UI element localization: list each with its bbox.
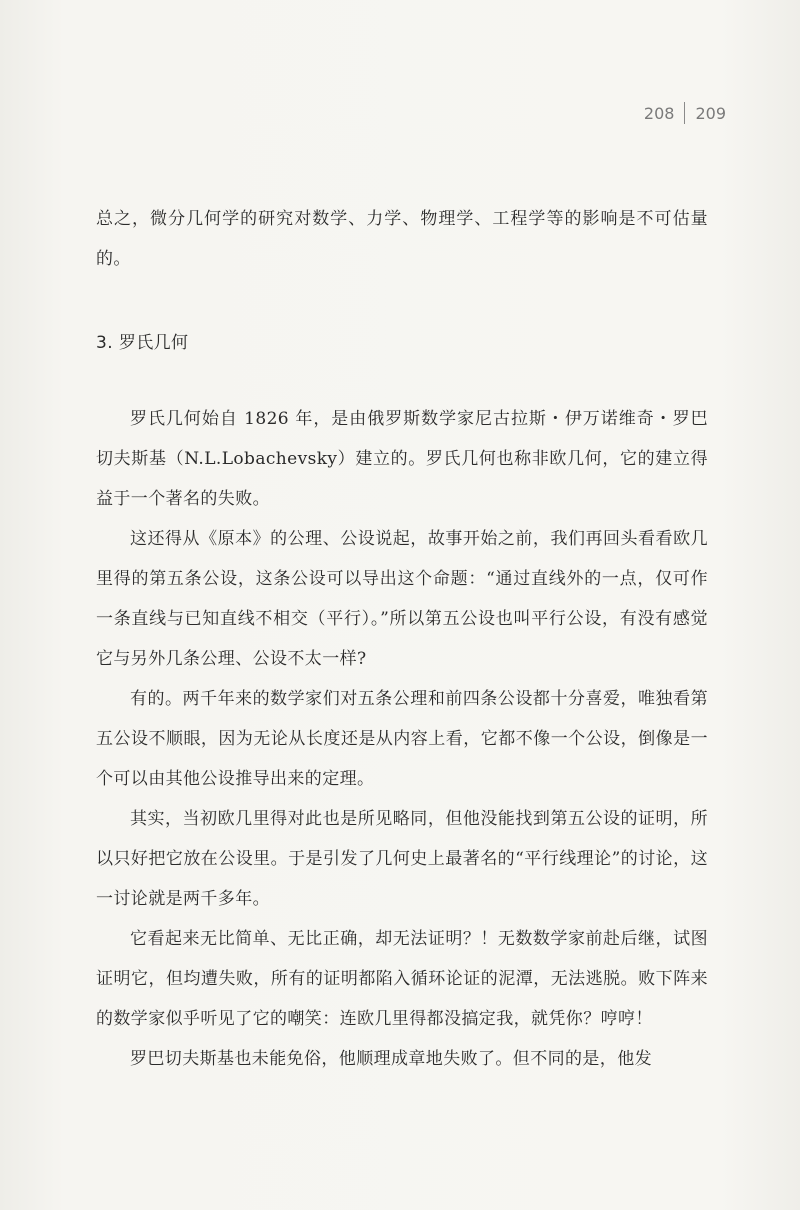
paragraph-6: 罗巴切夫斯基也未能免俗，他顺理成章地失败了。但不同的是，他发 bbox=[130, 1049, 652, 1069]
page-number-header bbox=[644, 102, 726, 124]
paragraph-1: 罗氏几何始自 1826 年，是由俄罗斯数学家尼古拉斯・伊万诺维奇・罗巴切夫斯基（N.L.Lobachevsky）建立的。罗氏几何也称非欧几何，它的建立得益于一个著名的失败。 bbox=[96, 409, 708, 509]
page-number-divider bbox=[684, 102, 685, 124]
paragraph-3: 有的。两千年来的数学家们对五条公理和前四条公设都十分喜爱，唯独看第五公设不顺眼，因为无论从长度还是从内容上看，它都不像一个公设，倒像是一个可以由其他公设推导出来的定理。 bbox=[96, 689, 708, 789]
paragraph-2: 这还得从《原本》的公理、公设说起，故事开始之前，我们再回头看看欧几里得的第五条公设，这条公设可以导出这个命题：“通过直线外的一点，仅可作一条直线与已知直线不相交（平行）。”所以第五公设也叫平行公设，有没有感觉它与另外几条公理、公设不太一样? bbox=[96, 529, 708, 669]
paragraph-4: 其实，当初欧几里得对此也是所见略同，但他没能找到第五公设的证明，所以只好把它放在公设里。于是引发了几何史上最著名的“平行线理论”的讨论，这一讨论就是两千多年。 bbox=[96, 809, 708, 909]
page-number-right: 209 bbox=[695, 103, 726, 123]
page-number-left: 208 bbox=[643, 103, 675, 123]
section-body bbox=[96, 399, 708, 1079]
paragraph-5: 它看起来无比简单、无比正确，却无法证明？！无数数学家前赴后继，试图证明它，但均遭失败，所有的证明都陷入循环论证的泥潭，无法逃脱。败下阵来的数学家似乎听见了它的嘲笑：连欧几里得都没搞定我，就凭你？哼哼！ bbox=[96, 929, 708, 1029]
intro-paragraph: 总之，微分几何学的研究对数学、力学、物理学、工程学等的影响是不可估量的。 bbox=[96, 209, 708, 269]
intro-block bbox=[96, 199, 708, 279]
section-title: 3. 罗氏几何 bbox=[96, 333, 189, 353]
section-heading-block bbox=[96, 323, 708, 363]
